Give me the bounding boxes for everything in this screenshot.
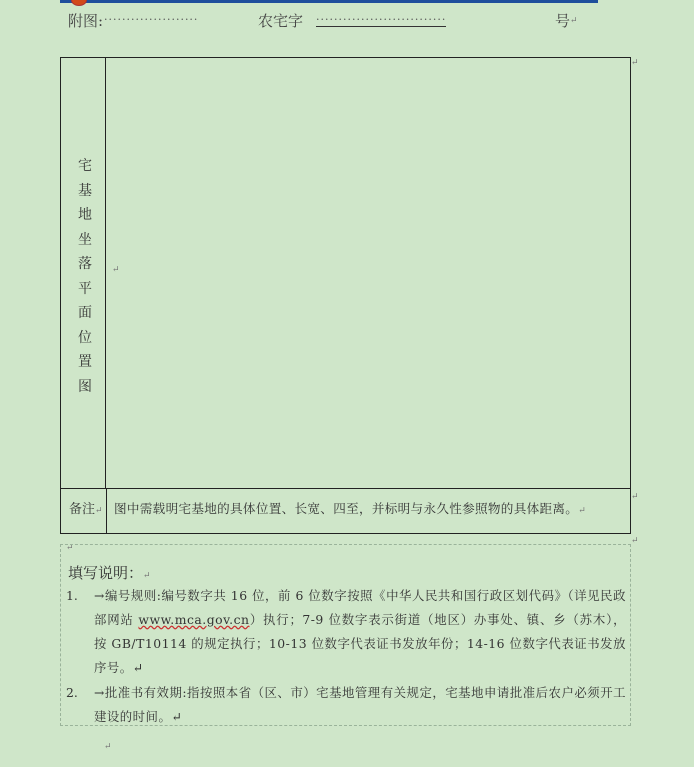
instruction-num-2: 2. [66, 685, 78, 700]
vertical-label-char: 地 [78, 207, 92, 223]
note-text-content: 图中需载明宅基地的具体位置、长宽、四至，并标明与永久性参照物的具体距离。 [114, 501, 579, 516]
instruction-text-2: →批准书有效期:指按照本省（区、市）宅基地管理有关规定，宅基地申请批准后农户必须开工建设的时间。↵ [94, 685, 626, 724]
mca-website-link[interactable]: www.mca.gov.cn [138, 612, 250, 627]
stamp-icon [71, 0, 87, 6]
end-para-mark: ↵ [104, 742, 112, 752]
instruction-num-1: 1. [66, 588, 78, 603]
vertical-label-char: 基 [78, 182, 92, 199]
vertical-label-char: 落 [78, 256, 92, 272]
blank-para-mark: ↵ [66, 543, 74, 553]
vertical-label-char: 平 [78, 280, 92, 297]
cell-para-mark: ↵ [112, 265, 120, 275]
note-divider [106, 488, 107, 533]
vertical-label-char: 坐 [78, 231, 92, 248]
heading-suffix: 号 [555, 12, 571, 30]
para-mark: ↵ [570, 16, 578, 26]
row-end-mark-1: ↵ [631, 58, 639, 68]
row-end-mark-2: ↵ [631, 492, 639, 502]
row-end-mark-3: ↵ [631, 536, 639, 546]
site-plan-table [60, 57, 631, 534]
instruction-text-1 [66, 584, 626, 680]
heading-dots-1: ····················· [104, 13, 199, 26]
heading-dots-2: ····························· [316, 13, 447, 26]
note-label [69, 498, 103, 517]
note-label-mark: ↵ [95, 506, 103, 516]
vertical-label-char: 图 [78, 378, 92, 395]
header-rule [60, 0, 598, 3]
instructions-title [68, 562, 151, 583]
instruction-text-1-b: ）执行；7-9 位数字表示街道（地区）办事处、镇、乡（苏木），按 GB/T10114 的规定执行；10-13 位数字代表证书发放年份；14-16 位数字代表证书发放序号。↵ [94, 612, 626, 675]
row-divider [61, 488, 630, 489]
vertical-label-char: 宅 [78, 158, 92, 174]
instruction-item-1 [66, 584, 626, 680]
instruction-text-1-a: →编号规则:编号数字共 16 位，前 6 位数字按照《中华人民共和国行政区划代码》（详见民政部网站 [94, 588, 626, 627]
heading-prefix: 附图: [68, 12, 104, 30]
vertical-label-char: 置 [78, 354, 92, 370]
label-column [61, 58, 106, 488]
instructions-title-text: 填写说明： [68, 564, 144, 582]
vertical-label [75, 154, 95, 399]
note-label-text: 备注 [69, 502, 96, 517]
plan-drawing-cell[interactable] [106, 58, 630, 488]
instructions-title-mark: ↵ [143, 571, 151, 581]
instructions-box [60, 544, 631, 726]
vertical-label-char: 面 [78, 305, 92, 321]
instruction-item-2 [66, 681, 626, 729]
note-text-mark: ↵ [578, 506, 587, 516]
vertical-label-char: 位 [78, 329, 92, 346]
heading-middle: 农宅字 [258, 12, 304, 30]
note-text [114, 498, 586, 517]
